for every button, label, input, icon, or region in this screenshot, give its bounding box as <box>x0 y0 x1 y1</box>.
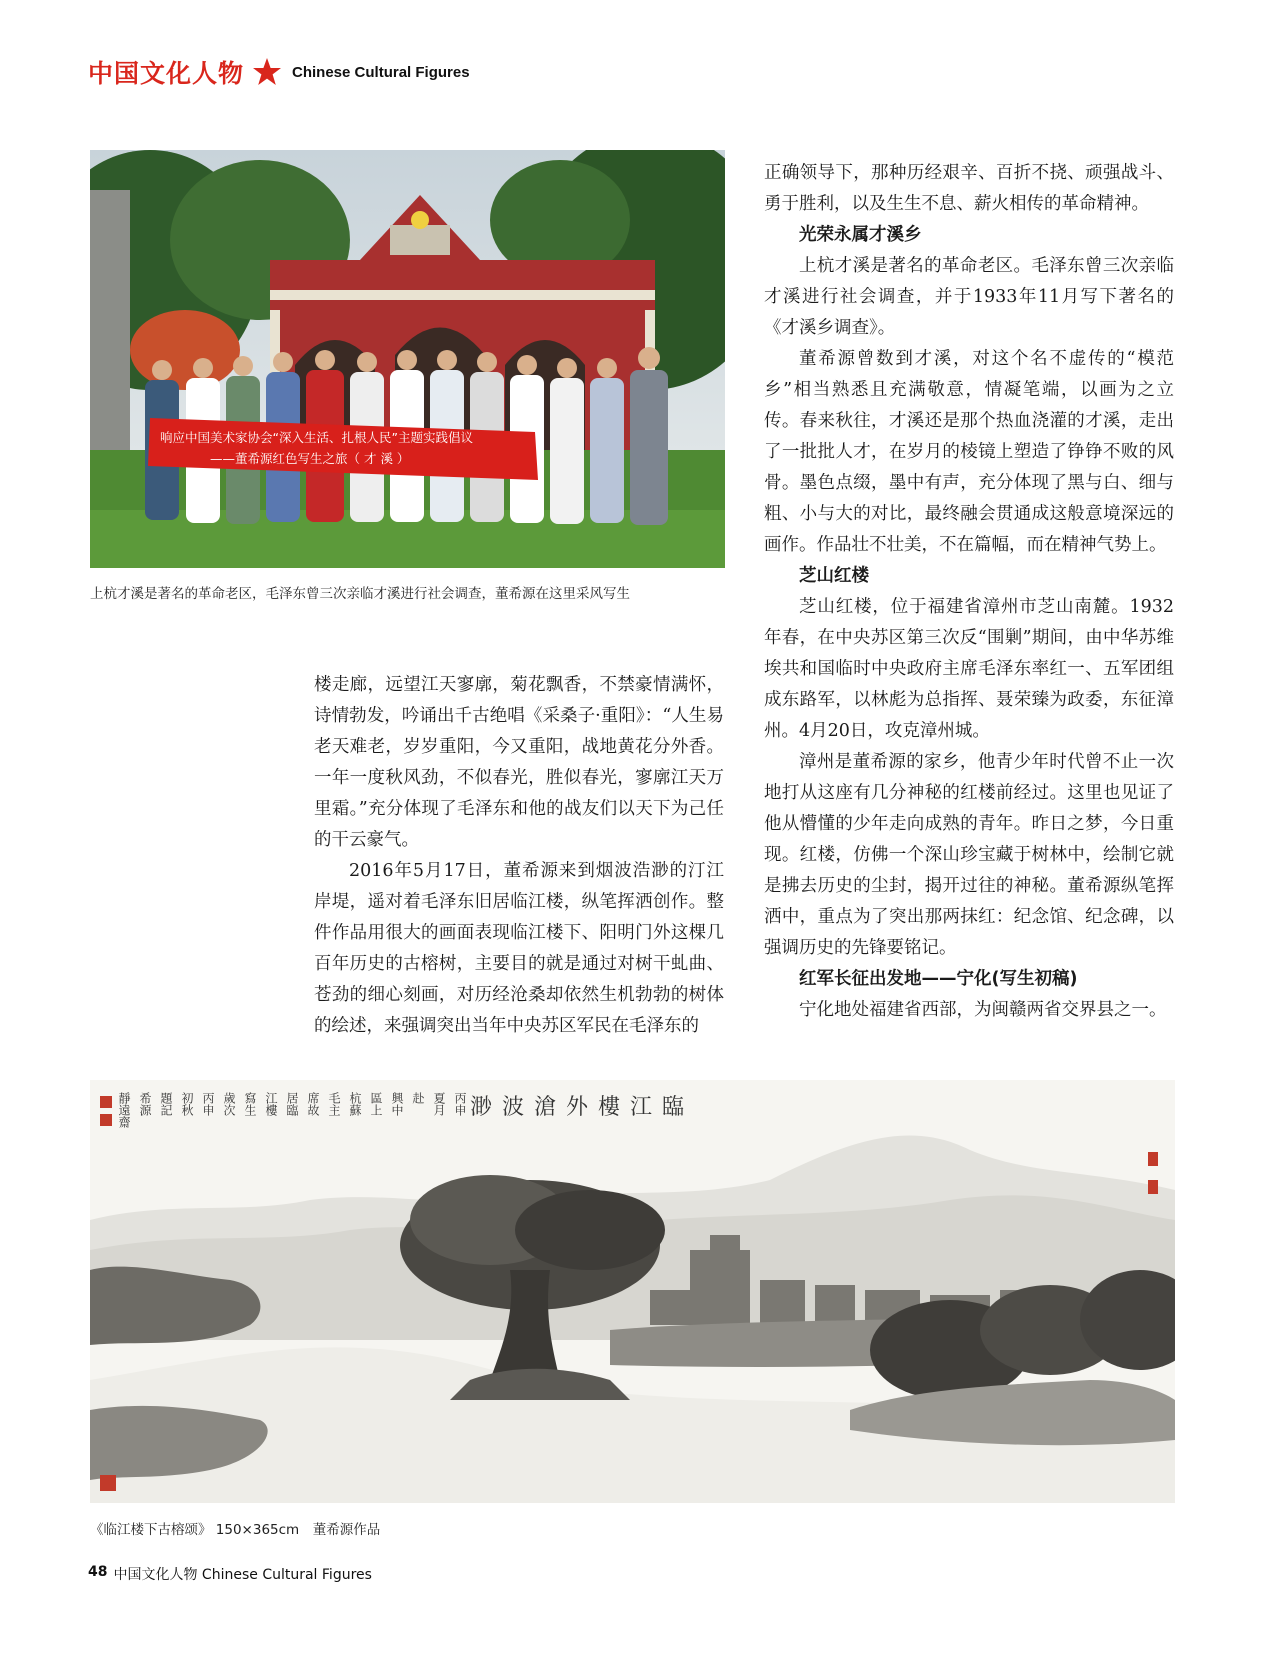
footer-title: 中国文化人物 Chinese Cultural Figures <box>113 1567 372 1583</box>
inscription-column: 寫生 <box>243 1092 257 1116</box>
inscription-column: 夏月 <box>432 1092 446 1116</box>
section-heading: 光荣永属才溪乡 <box>799 225 922 245</box>
banner-line-2: ——董希源红色写生之旅（ 才 溪 ） <box>210 451 410 466</box>
inscription-column: 丙申 <box>453 1092 467 1116</box>
group-photo <box>90 150 725 568</box>
inscription-column: 居臨 <box>285 1092 299 1116</box>
page-footer <box>88 1564 372 1584</box>
inscription-column: 席故 <box>306 1092 320 1116</box>
paragraph: 漳州是董希源的家乡，他青少年时代曾不止一次地打从这座有几分神秘的红楼前经过。这里也见证了他从懵懂的少年走向成熟的青年。昨日之梦，今日重现。红楼，仿佛一个深山珍宝藏于树林中，绘制它就是拂去历史的尘封，揭开过往的神秘。董希源纵笔挥洒中，重点为了突出那两抹红：纪念馆、纪念碑，以强调历史的先锋要铭记。 <box>764 752 1174 958</box>
paragraph: 楼走廊，远望江天寥廓，菊花飘香，不禁豪情满怀，诗情勃发，吟诵出千古绝唱《采桑子·重阳》：“人生易老天难老，岁岁重阳，今又重阳，战地黄花分外香。一年一度秋风劲，不似春光，胜似春光，寥廓江天万里霜。”充分体现了毛泽东和他的战友们以天下为己任的干云豪气。 <box>314 675 724 850</box>
inscription-column: 杭蘇 <box>348 1092 362 1116</box>
inscription-column: 靜遠齋 <box>117 1092 131 1128</box>
paragraph: 宁化地处福建省西部，为闽赣两省交界县之一。 <box>799 1000 1167 1020</box>
section-heading: 芝山红楼 <box>799 566 869 586</box>
red-star-icon <box>252 57 282 87</box>
masthead <box>88 52 470 92</box>
group-photo-illustration <box>90 150 725 568</box>
inscription-column: 希源 <box>138 1092 152 1116</box>
paragraph: 董希源曾数到才溪，对这个名不虚传的“模范乡”相当熟悉且充满敬意，情凝笔端，以画为之立传。春来秋往，才溪还是那个热血浇灌的才溪，走出了一批批人才，在岁月的棱镜上塑造了铮铮不败的风骨。墨色点缀，墨中有声，充分体现了黑与白、细与粗、小与大的对比，最终融会贯通成这般意境深远的画作。作品壮不壮美，不在篇幅，而在精神气势上。 <box>764 349 1174 555</box>
inscription-column: 興中 <box>390 1092 404 1116</box>
left-column <box>314 670 724 1042</box>
inscription-column: 江樓 <box>264 1092 278 1116</box>
paragraph: 2016年5月17日，董希源来到烟波浩渺的汀江岸堤，遥对着毛泽东旧居临江楼，纵笔挥洒创作。整件作品用很大的画面表现临江楼下、阳明门外这棵几百年历史的古榕树，主要目的就是通过对树干虬曲、苍劲的细心刻画，对历经沧桑却依然生机勃勃的树体的绘述，来强调突出当年中央苏区军民在毛泽东的 <box>314 861 724 1036</box>
inscription-column: 題記 <box>159 1092 173 1116</box>
inscription-column: 初秋 <box>180 1092 194 1116</box>
photo-caption: 上杭才溪是著名的革命老区，毛泽东曾三次亲临才溪进行社会调查，董希源在这里采风写生 <box>90 586 630 602</box>
inscription-column: 毛主 <box>327 1092 341 1116</box>
section-heading: 红军长征出发地——宁化(写生初稿) <box>799 969 1078 989</box>
paragraph: 正确领导下，那种历经艰辛、百折不挠、顽强战斗、勇于胜利，以及生生不息、薪火相传的革命精神。 <box>764 163 1174 214</box>
inscription-column: 丙申 <box>201 1092 215 1116</box>
paragraph: 芝山红楼，位于福建省漳州市芝山南麓。1932年春，在中央苏区第三次反“围剿”期间，由中华苏维埃共和国临时中央政府主席毛泽东率红一、五军团组成东路军，以林彪为总指挥、聂荣臻为政委，东征漳州。4月20日，攻克漳州城。 <box>764 597 1174 741</box>
inscription-column: 區上 <box>369 1092 383 1116</box>
painting-caption: 《临江楼下古榕颂》 150×365cm 董希源作品 <box>90 1522 381 1538</box>
page-number: 48 <box>88 1564 108 1580</box>
painting-title: 臨江樓外滄波渺 <box>470 1095 695 1120</box>
ink-painting-illustration <box>90 1080 1175 1503</box>
brand-title-en: Chinese Cultural Figures <box>292 63 470 81</box>
brand-title-cn: 中国文化人物 <box>88 59 245 88</box>
ink-painting <box>90 1080 1175 1503</box>
right-column <box>764 158 1174 1026</box>
banner-line-1: 响应中国美术家协会“深入生活、扎根人民”主题实践倡议 <box>160 430 473 445</box>
paragraph: 上杭才溪是著名的革命老区。毛泽东曾三次亲临才溪进行社会调查，并于1933年11月写下著名的《才溪乡调查》。 <box>764 256 1174 338</box>
inscription-column: 赴 <box>411 1092 425 1104</box>
painting-inscription <box>116 1092 469 1128</box>
inscription-column: 歲次 <box>222 1092 236 1116</box>
